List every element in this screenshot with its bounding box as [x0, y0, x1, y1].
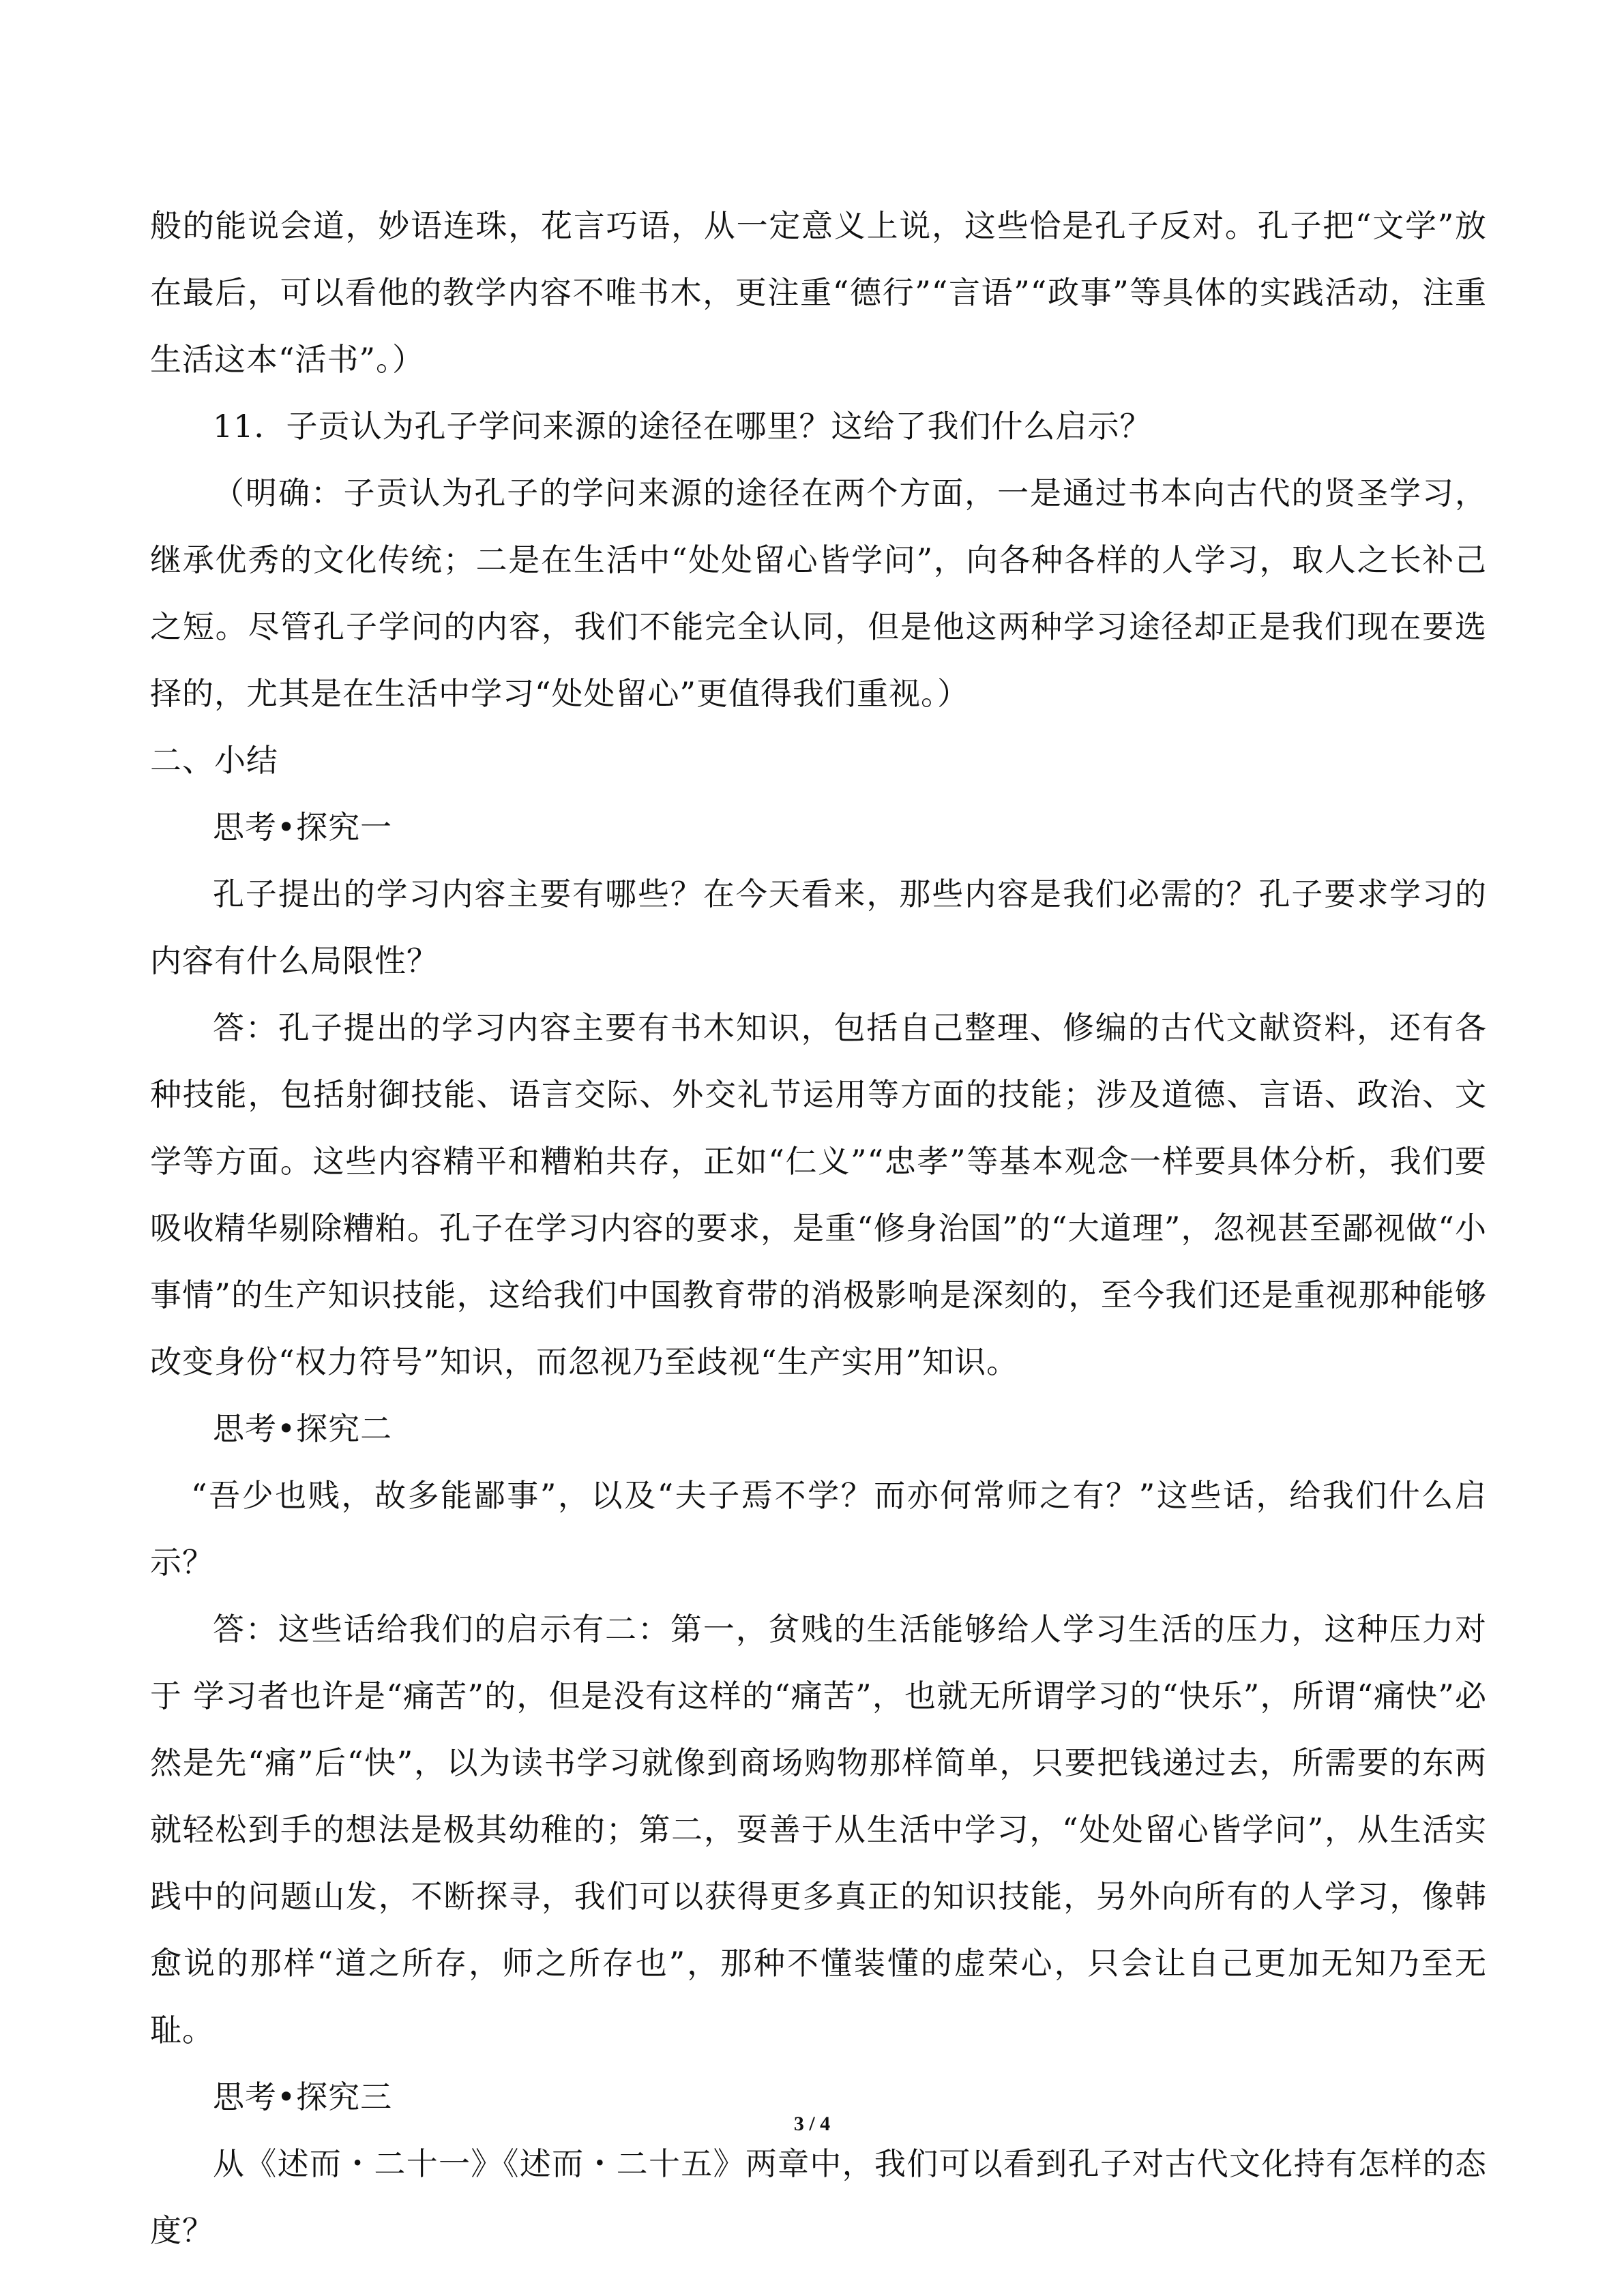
answer-explore-1: 答：孔子提出的学习内容主要有书木知识，包括自己整理、修编的古代文献资料，还有各种技能，包括射御技能、语言交际、外交礼节运用等方面的技能；涉及道德、言语、政治、文学等方面。这些内容精平和糟粕共存，正如“仁义”“忠孝”等基本观念一样要具体分析，我们要吸收精华剔除糟粕。孔子在学习内容的要求，是重“修身治国”的“大道理”，忽视甚至鄙视做“小事情”的生产知识技能，这给我们中国教育带的消极影响是深刻的，至今我们还是重视那种能够改变身份“权力符号”知识，而忽视乃至歧视“生产实用”知识。 [150, 1009, 1487, 1380]
question-explore-3: 从《述而・二十一》《述而・二十五》两章中，我们可以看到孔子对古代文化持有怎样的态度？ [150, 2145, 1487, 2249]
paragraph-continued: 般的能说会道，妙语连珠，花言巧语，从一定意义上说，这些恰是孔子反对。孔子把“文学”放在最后，可以看他的教学内容不唯书木，更注重“德行”“言语”“政事”等具体的实践活动，注重生活这本“活书”。） [150, 207, 1487, 378]
answer-11: （明确：子贡认为孔子的学问来源的途径在两个方面，一是通过书本向古代的贤圣学习，继承优秀的文化传统；二是在生活中“处处留心皆学问”，向各种各样的人学习，取人之长补己之短。尽管孔子学问的内容，我们不能完全认同，但是他这两种学习途径却正是我们现在要选择的，尤其是在生活中学习“处处留心”更值得我们重视。） [150, 475, 1487, 712]
page-number: 3 / 4 [793, 2113, 831, 2135]
answer-explore-2: 答：这些话给我们的启示有二：第一，贫贱的生活能够给人学习生活的压力，这种压力对于 学习者也许是“痛苦”的，但是没有这样的“痛苦”，也就无所谓学习的“快乐”，所谓“痛快”必然是先“痛”后“快”，以为读书学习就像到商场购物那样简单，只要把钱递过去，所需要的东两就轻松到手的想法是极其幼稚的；第二，耍善于从生活中学习，“处处留心皆学问”，从生活实践中的问题山发，不断探寻，我们可以获得更多真正的知识技能，另外向所有的人学习，像韩愈说的那样“道之所存，师之所存也”，那种不懂装懂的虚荣心，只会让自己更加无知乃至无耻。 [150, 1611, 1487, 2048]
page-body [150, 192, 1487, 2264]
section-heading-summary: 二、小结 [150, 742, 278, 779]
subheading-explore-3: 思考•探究三 [213, 2078, 393, 2115]
subheading-explore-1: 思考•探究一 [213, 809, 393, 846]
question-explore-1: 孔子提出的学习内容主要有哪些？在今天看来，那些内容是我们必需的？孔子要求学习的内容有什么局限性？ [150, 876, 1487, 979]
subheading-explore-2: 思考•探究二 [213, 1410, 393, 1447]
question-explore-2: “吾少也贱，故多能鄙事”，以及“夫子焉不学？而亦何常师之有？”这些话，给我们什么启示？ [150, 1477, 1487, 1581]
question-11: 11．子贡认为孔子学问来源的途径在哪里？这给了我们什么启示？ [213, 408, 1152, 445]
